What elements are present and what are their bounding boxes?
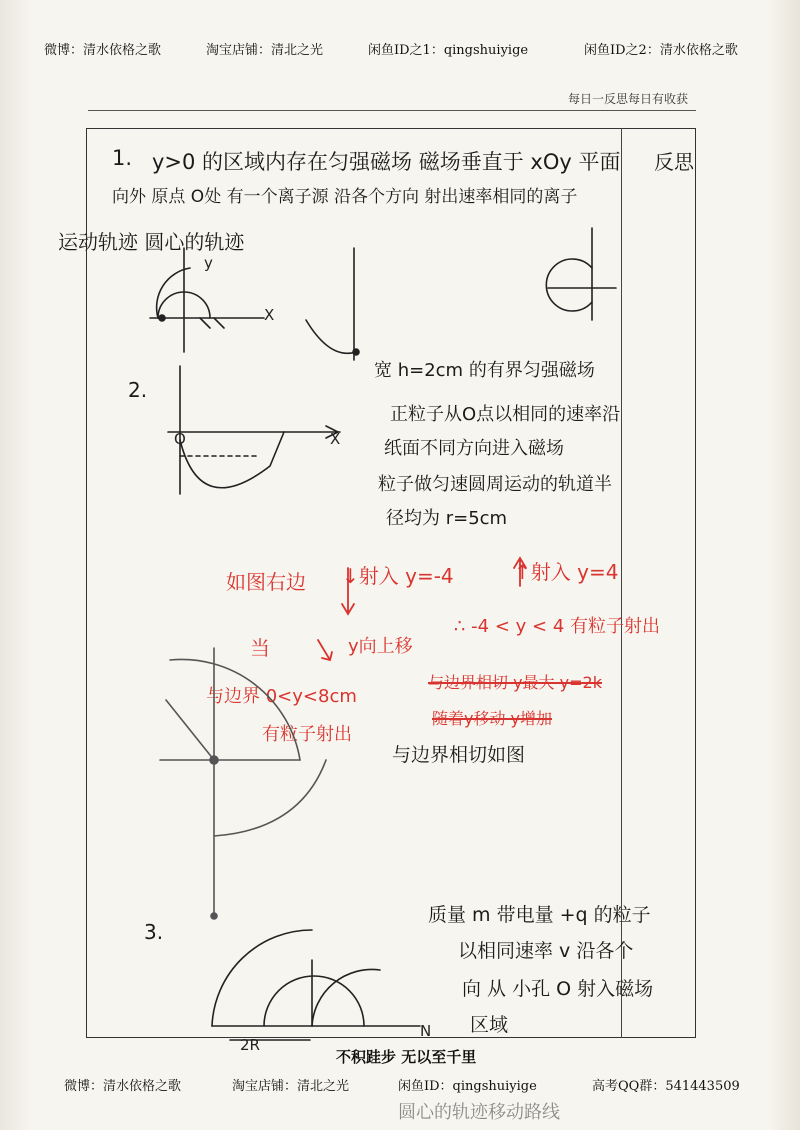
problem-2-line-4: 粒子做匀速圆周运动的轨道半 [378, 474, 612, 495]
problem-3-line-4: 区域 [470, 1014, 509, 1036]
problem-3-line-2: 以相同速率 v 沿各个 [458, 940, 634, 962]
sketch-2 [168, 366, 340, 494]
sketch-1c [546, 228, 616, 320]
sketch-2b [160, 648, 326, 919]
banner-weibo: 微博：清水依格之歌 [44, 42, 162, 58]
problem-2-line-1: 宽 h=2cm 的有界匀强磁场 [374, 360, 595, 381]
footer-motto: 不积跬步 无以至千里 [336, 1048, 477, 1066]
problem-2-line-5: 径均为 r=5cm [386, 508, 508, 529]
problem-1-line-1: y>0 的区域内存在匀强磁场 磁场垂直于 xOy 平面 [152, 150, 621, 174]
red-note-y-up: y向上移 [348, 636, 413, 657]
banner-bottom-qq: 高考QQ群：541443509 [592, 1078, 740, 1094]
svg-text:X: X [330, 430, 341, 448]
banner-bottom-weibo: 微博：清水依格之歌 [64, 1078, 182, 1094]
red-note-when: 当 [250, 636, 270, 660]
problem-2-line-3: 纸面不同方向进入磁场 [384, 438, 564, 459]
red-note-shoot-down: ↓射入 y=-4 [342, 564, 454, 588]
svg-text:y: y [204, 254, 213, 272]
banner-taobao: 淘宝店铺：清北之光 [206, 42, 324, 58]
red-note-struck-move: 随着y移动 y增加 [432, 709, 553, 728]
problem-2-line-2: 正粒子从O点以相同的速率沿 [390, 404, 621, 425]
bottom-scrawl: 圆心的轨迹移动路线 [398, 1102, 560, 1123]
banner-bottom-xianyu: 闲鱼ID：qingshuiyige [398, 1078, 537, 1094]
problem-1-line-2: 向外 原点 O处 有一个离子源 沿各个方向 射出速率相同的离子 [112, 187, 578, 207]
banner-xianyu-1: 闲鱼ID之1：qingshuiyige [368, 42, 529, 58]
svg-text:2R: 2R [240, 1036, 260, 1054]
header-motto: 每日一反思每日有收获 [567, 92, 688, 106]
banner-xianyu-2: 闲鱼ID之2：清水依格之歌 [584, 42, 738, 58]
red-note-struck-tangent: 与边界相切 y最大 y=2k [428, 673, 602, 692]
svg-text:N: N [420, 1022, 432, 1040]
svg-text:X: X [264, 306, 275, 324]
problem-3-line-3: 向 从 小孔 O 射入磁场 [462, 978, 654, 1000]
red-note-boundary: 与边界 0<y<8cm [206, 686, 357, 707]
sketch-1b [306, 248, 359, 360]
problem-3-number: 3. [144, 920, 164, 944]
tangent-note: 与边界相切如图 [392, 744, 526, 766]
problem-1-number: 1. [112, 146, 133, 170]
reflection-label: 反思 [654, 150, 694, 174]
banner-bottom-taobao: 淘宝店铺：清北之光 [232, 1078, 350, 1094]
problem-3-line-1: 质量 m 带电量 +q 的粒子 [428, 904, 651, 926]
svg-text:O: O [174, 430, 186, 448]
problem-1-note: 运动轨迹 圆心的轨迹 [58, 230, 245, 254]
red-note-particles-out: 有粒子射出 [262, 724, 352, 745]
red-note-shoot-up: ↑射入 y=4 [514, 560, 619, 584]
problem-2-number: 2. [128, 378, 148, 402]
red-note-as-shown: 如图右边 [226, 570, 306, 594]
red-note-range: ∴ -4 < y < 4 有粒子射出 [454, 616, 660, 637]
sketch-3 [212, 930, 420, 1040]
